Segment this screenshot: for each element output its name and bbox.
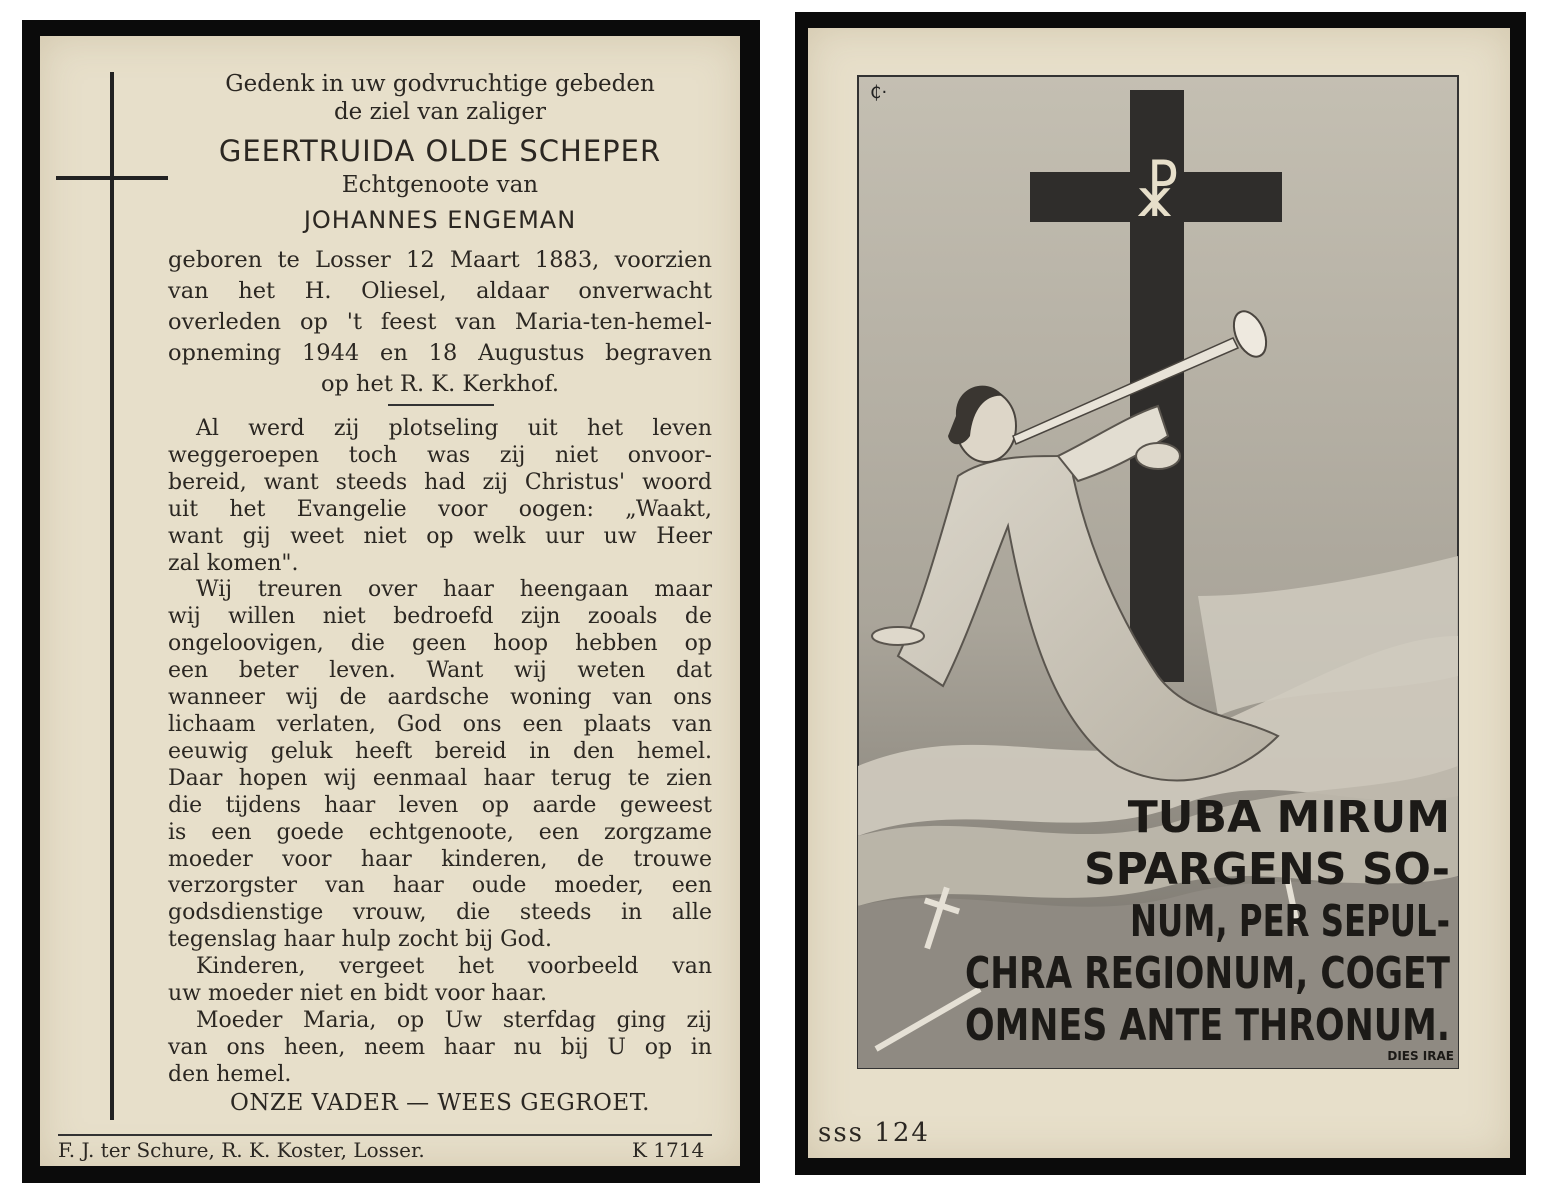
text-line: Moeder Maria, op Uw sterfdag ging zij xyxy=(196,1007,712,1033)
text-line: Kinderen, vergeet het voorbeeld van xyxy=(196,954,712,980)
latin-text-line: CHRA REGIONUM, COGET xyxy=(965,948,1450,999)
card-code: K 1714 xyxy=(632,1138,705,1162)
text-line: lichaam verlaten, God ons een plaats van xyxy=(168,711,712,737)
illustration-signature: DIES IRAE xyxy=(1387,1049,1454,1063)
text-line: godsdienstige vrouw, die steeds in alle xyxy=(168,900,712,926)
closing-prayer: ONZE VADER — WEES GEGROET. xyxy=(230,1090,650,1116)
angel-hand xyxy=(872,627,924,645)
text-line: verzorgster van haar oude moeder, een xyxy=(168,873,712,899)
footer-rule xyxy=(58,1134,712,1136)
latin-text-line: SPARGENS SO- xyxy=(1083,844,1450,895)
deceased-name: GEERTRUIDA OLDE SCHEPER xyxy=(218,134,662,168)
chi-rho-icon: ☧ xyxy=(1132,158,1182,231)
text-line: van ons heen, neem haar nu bij U op in xyxy=(168,1034,712,1060)
text-line: wij willen niet bedroefd zijn zooals de xyxy=(168,604,712,630)
angel-trumpet-illustration xyxy=(858,76,1458,1068)
intro-text xyxy=(170,70,710,126)
divider-rule xyxy=(388,404,494,406)
spouse-label: Echtgenoote van xyxy=(341,172,539,198)
bio-line: opneming 1944 en 18 Augustus begraven xyxy=(168,340,712,366)
bio-line: geboren te Losser 12 Maart 1883, voorzien xyxy=(168,247,712,273)
text-line: uit het Evangelie voor oogen: „Waakt, xyxy=(168,496,712,522)
memorial-text xyxy=(168,416,712,1089)
bio-line: overleden op 't feest van Maria-ten-hemel- xyxy=(168,309,712,335)
biography xyxy=(168,245,712,400)
latin-text-line: TUBA MIRUM xyxy=(1127,792,1450,843)
text-line: weggeroepen toch was zij niet onvoor- xyxy=(168,442,712,468)
latin-text-line: NUM, PER SEPUL- xyxy=(1130,896,1450,947)
artist-mark: ₵· xyxy=(870,82,888,103)
text-line: eeuwig geluk heeft bereid in den hemel. xyxy=(168,738,712,764)
text-line: want gij weet niet op welk uur uw Heer xyxy=(168,523,712,549)
card-number: sss 124 xyxy=(818,1118,930,1148)
text-line: den hemel. xyxy=(168,1061,292,1087)
text-line: ongeloovigen, die geen hoop hebben op xyxy=(168,631,712,657)
text-line: zal komen". xyxy=(168,550,299,576)
intro-line: de ziel van zaliger xyxy=(333,99,547,125)
text-line: die tijdens haar leven op aarde geweest xyxy=(168,792,712,818)
spouse-name: JOHANNES ENGEMAN xyxy=(303,206,577,234)
text-line: tegenslag haar hulp zocht bij God. xyxy=(168,927,553,953)
bio-line: van het H. Oliesel, aldaar onverwacht xyxy=(168,278,712,304)
mourning-cross-icon xyxy=(110,72,114,1120)
bio-line: op het R. K. Kerkhof. xyxy=(320,371,560,397)
printer-credit: F. J. ter Schure, R. K. Koster, Losser. xyxy=(58,1138,425,1162)
text-line: moeder voor haar kinderen, de trouwe xyxy=(168,846,712,872)
text-line: uw moeder niet en bidt voor haar. xyxy=(168,981,547,1007)
text-line: een beter leven. Want wij weten dat xyxy=(168,658,712,684)
intro-line: Gedenk in uw godvruchtige gebeden xyxy=(225,71,655,97)
text-line: wanneer wij de aardsche woning van ons xyxy=(168,685,712,711)
text-line: Al werd zij plotseling uit het leven xyxy=(196,416,712,441)
latin-text-line: OMNES ANTE THRONUM. xyxy=(965,1000,1450,1051)
angel-hand xyxy=(1136,443,1180,469)
mourning-cross-bar xyxy=(56,176,168,180)
text-line: is een goede echtgenoote, een zorgzame xyxy=(168,819,712,845)
text-line: Wij treuren over haar heengaan maar xyxy=(196,577,712,603)
text-line: Daar hopen wij eenmaal haar terug te zien xyxy=(168,765,712,791)
text-line: bereid, want steeds had zij Christus' woord xyxy=(168,469,712,495)
